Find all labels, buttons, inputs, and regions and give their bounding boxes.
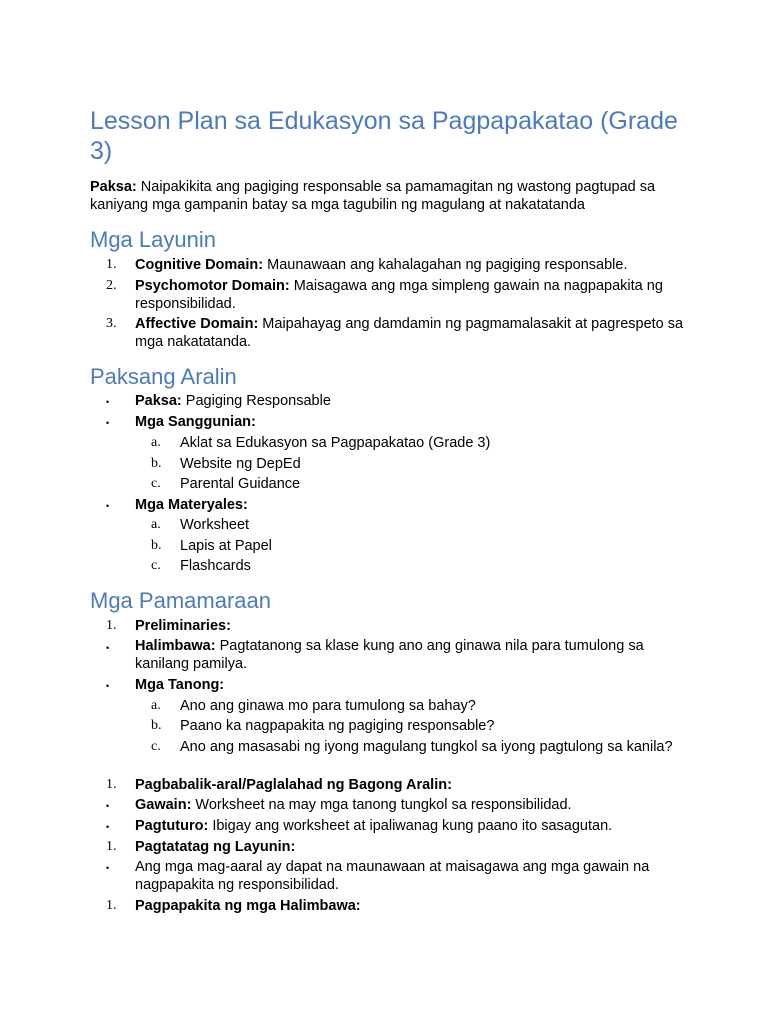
list-item: Website ng DepEd [180,456,301,472]
bullet-marker: • [106,643,110,653]
list-item: Mga Tanong: [135,677,225,693]
bullet-marker: • [106,501,110,511]
list-item: Psychomotor Domain: Maisagawa ang mga simpleng gawain na nagpapakita ng responsibilidad. [135,278,663,312]
list-item: Paksa: Pagiging Responsable [135,393,331,409]
list-item: Aklat sa Edukasyon sa Pagpapakatao (Grade 3) [180,435,491,451]
list-item: Paano ka nagpapakita ng pagiging responsable? [180,718,495,734]
page-title: Lesson Plan sa Edukasyon sa Pagpapakatao (Grade 3) [90,107,678,165]
list-item: Gawain: Worksheet na may mga tanong tungkol sa responsibilidad. [135,797,572,813]
list-marker: c. [151,739,161,754]
list-item: Halimbawa: Pagtatanong sa klase kung ano ang ginawa nila para tumulong sa kanilang pamilya. [135,638,644,672]
list-marker: c. [151,476,161,491]
list-item: Ang mga mag-aaral ay dapat na maunawaan at maisagawa ang mga gawain na nagpapakita ng responsibilidad. [135,859,650,893]
list-marker: b. [151,718,162,733]
list-item: Parental Guidance [180,476,301,492]
list-item: Worksheet [180,517,250,533]
list-item: Affective Domain: Maipahayag ang damdamin ng pagmamalasakit at pagrespeto sa mga nakatatanda. [135,316,684,350]
list-marker: 1. [106,839,117,854]
bullet-marker: • [106,397,110,407]
heading-pamamaraan: Mga Pamamaraan [90,588,271,613]
list-marker: a. [151,698,161,713]
list-item: Flashcards [180,558,251,574]
list-item: Ano ang masasabi ng iyong magulang tungkol sa iyong pagtulong sa kanila? [180,739,673,755]
list-marker: 1. [106,618,117,633]
list-item: Pagtuturo: Ibigay ang worksheet at ipaliwanag kung paano ito sasagutan. [135,818,613,834]
list-marker: a. [151,517,161,532]
list-marker: c. [151,558,161,573]
list-item: Pagtatatag ng Layunin: [135,839,296,855]
subject-paragraph [90,178,690,214]
subject-text: Naipakikita ang pagiging responsable sa pamamagitan ng wastong pagtupad sa kaniyang mga gampanin batay sa mga tagubilin ng magulang at nakatatanda [90,179,656,213]
list-item: Ano ang ginawa mo para tumulong sa bahay? [180,698,476,714]
list-marker: 1. [106,257,117,272]
list-marker: a. [151,435,161,450]
list-marker: 1. [106,777,117,792]
list-marker: b. [151,456,162,471]
bullet-marker: • [106,681,110,691]
list-item: Cognitive Domain: Maunawaan ang kahalagahan ng pagiging responsable. [135,257,628,273]
list-item: Mga Materyales: [135,497,248,513]
list-item: Pagbabalik-aral/Paglalahad ng Bagong Aralin: [135,777,452,793]
list-item: Mga Sanggunian: [135,414,256,430]
bullet-marker: • [106,863,110,873]
subject-label: Paksa: [90,179,137,195]
list-marker: 1. [106,898,117,913]
list-item: Pagpapakita ng mga Halimbawa: [135,898,361,914]
list-item: Preliminaries: [135,618,231,634]
bullet-marker: • [106,822,110,832]
list-marker: 2. [106,278,117,293]
bullet-marker: • [106,801,110,811]
heading-layunin: Mga Layunin [90,227,216,252]
heading-paksang-aralin: Paksang Aralin [90,364,237,389]
list-marker: 3. [106,316,117,331]
list-item: Lapis at Papel [180,538,272,554]
list-marker: b. [151,538,162,553]
bullet-marker: • [106,418,110,428]
